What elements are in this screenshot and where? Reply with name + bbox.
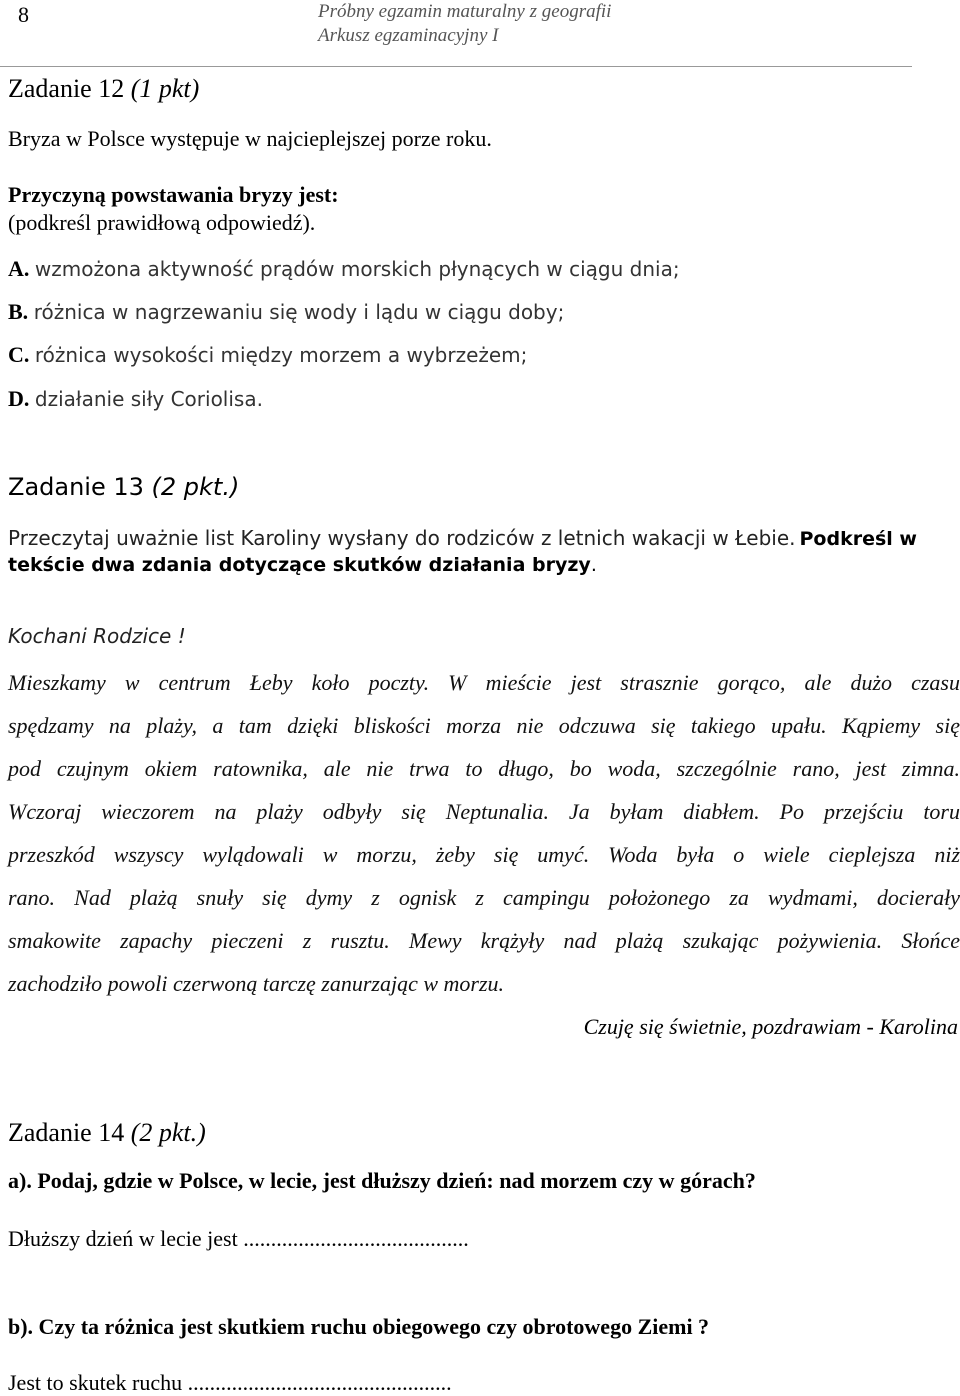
task12-question: Przyczyną powstawania bryzy jest: bbox=[8, 182, 339, 207]
letter-line[interactable]: rano. Nad plażą snuły się dymy z ognisk z campingu położonego za wydmami, docierały bbox=[8, 885, 960, 910]
task13-instruction: tekście dwa zdania dotyczące skutków działania bryzy. bbox=[8, 554, 597, 576]
task14-question-b: b). Czy ta różnica jest skutkiem ruchu obiegowego czy obrotowego Ziemi ? bbox=[8, 1314, 710, 1339]
task14-answer-a-field[interactable]: Dłuższy dzień w lecie jest ......................................... bbox=[8, 1226, 469, 1251]
task12-option-b[interactable]: B. różnica w nagrzewaniu się wody i lądu w ciągu doby; bbox=[8, 299, 565, 324]
task14-question-a: a). Podaj, gdzie w Polsce, w lecie, jest dłuższy dzień: nad morzem czy w górach? bbox=[8, 1168, 756, 1193]
task14-answer-b-field[interactable]: Jest to skutek ruchu ................................................ bbox=[8, 1370, 452, 1395]
task13-title: Zadanie 13 (2 pkt.) bbox=[8, 473, 240, 501]
letter-signature: Czuję się świetnie, pozdrawiam - Karolina bbox=[583, 1014, 958, 1039]
letter-line[interactable]: Wczoraj wieczorem na plaży odbyły się Neptunalia. Ja byłam diabłem. Po przejściu toru bbox=[8, 799, 960, 824]
task12-option-d[interactable]: D. działanie siły Coriolisa. bbox=[8, 386, 263, 411]
task12-option-a[interactable]: A. wzmożona aktywność prądów morskich płynących w ciągu dnia; bbox=[8, 256, 680, 281]
header-exam-title: Próbny egzamin maturalny z geografii bbox=[318, 1, 612, 22]
letter-salutation: Kochani Rodzice ! bbox=[8, 624, 186, 648]
task12-option-c[interactable]: C. różnica wysokości między morzem a wybrzeżem; bbox=[8, 342, 528, 367]
task13-intro-line: Przeczytaj uważnie list Karoliny wysłany do rodziców z letnich wakacji w Łebie. Podkreśl w bbox=[8, 526, 917, 550]
letter-line[interactable]: Mieszkamy w centrum Łeby koło poczty. W mieście jest strasznie gorąco, ale dużo czasu bbox=[8, 670, 960, 695]
task14-title: Zadanie 14 (2 pkt.) bbox=[8, 1118, 206, 1147]
task12-title: Zadanie 12 (1 pkt) bbox=[8, 74, 200, 103]
letter-line[interactable]: przeszkód wszyscy wylądowali w morzu, żeby się umyć. Woda była o wiele cieplejsza niż bbox=[8, 842, 960, 867]
header-divider bbox=[0, 66, 912, 67]
task12-instruction: (podkreśl prawidłową odpowiedź). bbox=[8, 210, 316, 235]
running-header bbox=[318, 0, 611, 48]
letter-line[interactable]: pod czujnym okiem ratownika, ale nie trwa to długo, bo woda, szczególnie rano, jest zimna. bbox=[8, 756, 960, 781]
letter-line[interactable]: smakowite zapachy pieczeni z rusztu. Mewy krążyły nad plażą szukając pożywienia. Słońce bbox=[8, 928, 960, 953]
letter-line[interactable]: zachodziło powoli czerwoną tarczę zanurzając w morzu. bbox=[8, 971, 505, 996]
letter-line[interactable]: spędzamy na plaży, a tam dzięki bliskości morza nie odczuwa się takiego upału. Kąpiemy się bbox=[8, 713, 960, 738]
page-number: 8 bbox=[18, 2, 29, 27]
task12-statement: Bryza w Polsce występuje w najcieplejszej porze roku. bbox=[8, 126, 492, 151]
header-sheet-title: Arkusz egzaminacyjny I bbox=[318, 25, 499, 46]
